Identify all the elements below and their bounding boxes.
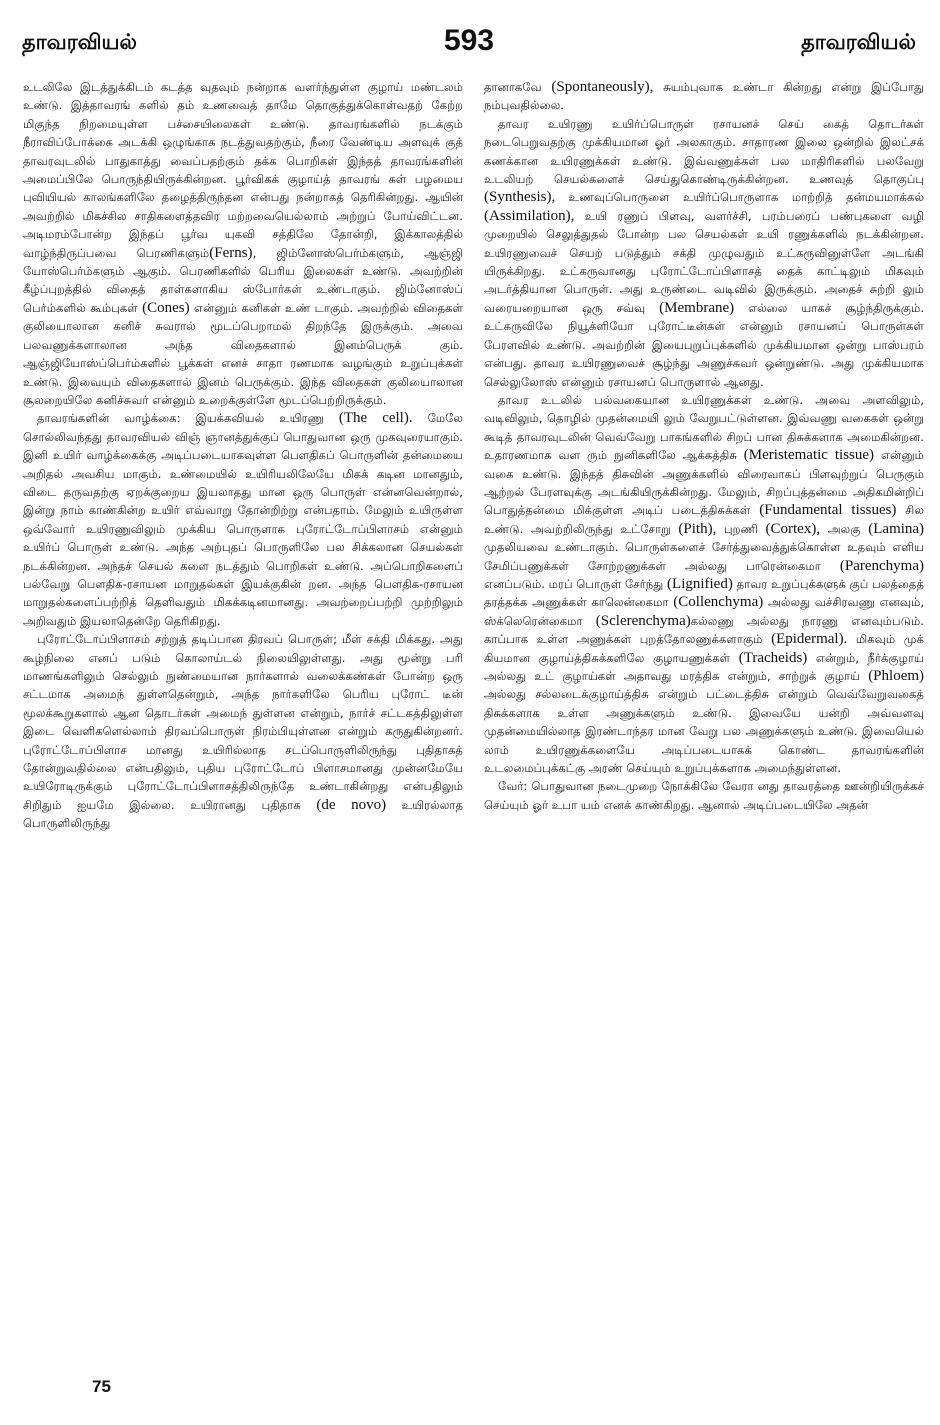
latin-term: (Spontaneously), (551, 79, 654, 95)
paragraph-text: என்னும் கனிகள் உண் டாகும். அவற்றில் விதைகள் குலியைாலான கனிச் சுவரால் மூடப்பெறாமல் திறந்தே இருக்கும். அவை பலவணுக்களாலான அந்த விதைகளால் இனம்பெருக் கும். ஆஞ்ஜியோஸ்ப்பெர்ம்களில் பூக்கள் எனச் சாதா ரணமாக வழங்கும் உறுப்புக்கள் உண்டு. இவையும் விதைகளால் இனம் பெருக்கும். இந்த விதைகள் குலியைாலான சூலறையிலே கனிச்சுவர் என்னும் உறைக்குள்ளே மூடப்பெற்றிருக்கும். (23, 300, 464, 407)
paragraph-text: உயிரல்லாத பொருளிலிருந்து (23, 797, 464, 831)
latin-term: (Meristematic tissue) (743, 447, 875, 464)
latin-term: (Ferns) (209, 244, 253, 261)
latin-term: (Tracheids) (738, 649, 808, 666)
paragraph (484, 777, 924, 814)
running-head-left: தாவரவியல் (22, 30, 137, 54)
footer-number: 75 (92, 1377, 111, 1396)
latin-term: (Sclerenchyma) (595, 612, 691, 629)
paragraph-text: தாவர உறுப்புக்களுக் குப் பலத்தைத் தரத்தக்க அணுக்கள் காலென்கைமா (484, 576, 924, 610)
paragraph-text: எனப்படும். மரப் பொருள் சேர்ந்து (484, 576, 664, 591)
paragraph-text: கல்லணு அல்லது நாரணு எனவும்படும். காப்பாக உள்ள அணுக்கள் புறத்தோலணுக்களாகும் (484, 613, 924, 647)
latin-term: (The cell). (338, 410, 413, 427)
latin-term: (Cones) (142, 299, 190, 316)
latin-term: (Lignified) (667, 575, 733, 592)
paragraph-text: அல்லது வச்சிரவணு எனவும், ஸ்க்லெரென்கைமா (484, 595, 925, 628)
paragraph (484, 78, 924, 115)
right-column (484, 78, 924, 814)
paragraph-text: முதலியவை உண்டாகும். பொருள்களைச் சேர்த்துவைத்துக்கொள்ள உதவும் எளிய சேமிப்பணுக்கள் சோற்றணுக்கள் அல்லது பாரென்கைமா (484, 540, 924, 573)
running-head-right: தாவரவியல் (801, 30, 916, 54)
paragraph-text: என்றும், நீர்க்குழாய் அல்லது உட் குழாய்கள் அதாவது மரத்திசு என்றும், சாற்றுக் குழாய் (484, 650, 924, 683)
latin-term: (Assimilation), (484, 207, 575, 224)
latin-term: (Epidermal). (771, 631, 848, 648)
paragraph-text: எல்லை யாகச் சூழ்ந்திருக்கும். உட்கருவிலே நியூக்ளியோ புரோட்டீன்கள் என்னும் ரசாயனப் பொருள்கள் பேரளவில் உண்டு. அவற்றின் இயைபுறுப்புக்களில் முக்கியமான ஒன்று பாஸ்பரம் என்பது. தாவர உயிரணுவைச் சூழ்ந்து அணுச்சுவர் ஒன்றுண்டு. அது முக்கியமாக செல்லுலோஸ் என்னும் ரசாயனப் பொருளால் ஆனது. (484, 300, 925, 389)
paragraph-text: மேலே சொல்லிவந்தது தாவரவியல் விஞ் ஞானத்துக்குப் பொதுவான ஒரு முகவுரையாகும். இனி உயிர் வாழ்க்கைக்கு அடிப்படையாகவுள்ள பௌதிகப் பொருளின் தன்மையை அறிதல் அவசிய மாகும். உண்மையில் உயிரியலிலேயே மிகக் கடின மானதும், விடை தருவதற்கு ஏறக்குறைய இயலாதது மான ஒரு பொருள் என்னவென்றால், இன்று நாம் காண்கின்ற உயிர் எவ்வாறு தோன்றிற்று என்பதாம். மேலும் உயிருள்ள ஒவ்வோர் உயிரணுவிலும் முக்கிய பொருளாக புரோட்டோப்பிளாசம் என்னும் உயிர்ப் பொருள் உண்டு. அந்த அற்புதப் பொருளிலே பல சிக்கலான செயல்கள் நடக்கின்றன. அந்தச் செயல் களை நடத்தும் பொறிகள் உண்டு. அப்பொறிகளைப் பல்வேறு பௌதிக-ரசாயன மாறுதல்கள் இயக்குகின் றன. அந்த பௌதிக-ரசாயன மாறுதல்களைப்பற்றித் தெளிவதும் மிகக்கடினமானது. அவற்றைப்பற்றி முற்றிலும் அறிவதும் இயலாதென்றே தெரிகிறது. (23, 411, 463, 628)
latin-term: (Collenchyma) (673, 594, 764, 611)
page-header (22, 24, 916, 60)
latin-term: (Parenchyma) (839, 557, 924, 574)
latin-term: (Cortex), (765, 520, 821, 537)
paragraph (484, 115, 924, 391)
paragraph-text: புரோட்டோப்பிளாசம் சற்றுத் தடிப்பான திரவப் பொருள்; மீள் சக்தி மிக்கது. அது கூழ்நிலை எனப் படும் கொலாய்டல் நிலையிலுள்ளது. அது மூன்று பரி மாணங்களிலும் செல்லும் நுண்மையான நார்களால் வலைக்கண்கள் போன்ற ஒரு சட்டமாக அமைந் துள்ளதென்றும், அந்த நார்களிலே பெரிய புரோட் டீன் மூலக்கூறுகளால் ஆன தொடர்கள் அமைந் துள்ளன என்றும், நார்ச் சட்டகத்திலுள்ள இடை வெளிகளெல்லாம் திரவப்பொருள் நிரம்பியுள்ளன என்றும் கருதுகின்றனர். புரோட்டோப்பிளாச மானது உயிரில்லாத சடப்பொருளிலிருந்து புதிதாகத் தோன்றுவதில்லை என்பதிலும், புதிய புரோட்டோப் பிளாசமானது முன்னமேயே உயிரோடிருக்கும் புரோட்டோப்பிளாசத்திலிருந்தே உண்டாகின்றது என்பதிலும் சிறிதும் ஐயமே இல்லை. உயிரானது புதிதாக (23, 632, 463, 812)
paragraph-text: உணவுப்பொருளை உயிர்ப்பொருளாக மாற்றித் தன்மயமாக்கல் (568, 190, 924, 205)
paragraph-text: சில உண்டு. அவற்றிலிருந்து உட்சோறு (484, 503, 924, 536)
latin-term: (Fundamental tissues) (759, 502, 897, 519)
latin-term: (Pith), (678, 520, 717, 537)
paragraph (23, 630, 463, 832)
paragraph-text: சுயம்புவாக உண்டா கின்றது என்று இப்போது நம்புவதில்லை. (484, 80, 925, 113)
paragraph-text: உடலிலே இடத்துக்கிடம் கடத்த வுதவும் நன்றாக வளர்ந்துள்ள குழாய் மண்டலம் உண்டு. இத்தாவரங் களில் தம் உணவைத் தாமே தொகுத்துக்கொள்வதற் கேற்ற மிகுந்த நிறமையுள்ள பச்சையிலைகள் உண்டு. தாவரங்களில் நடக்கும் நீராவிப்போக்கை அடக்கி ஒழுங்காக நடத்துவதற்கும், நீரை வேண்டிய அளவுக் குத் தாவரவுடலில் பாதுகாத்து வைப்பதற்கும் தக்க பொறிகள் இந்தத் தாவரங்களின் அமைப்பிலே பொருந்தியிருக்கின்றன. பூர்விகக் குழாய்த் தாவரங் கள் பழமைய புவியியல் காலங்களிலே தழைத்திருந்தன என்பது நன்றாகத் தெரிகின்றது. ஆயின் அவற்றில் மிகச்சில சாதிகளைத்தவிர மற்றவையெல்லாம் அற்றுப் போய்விட்டன. அடிமரம்போன்ற இந்தப் பூர்வ யுகவி சத்திலே தோன்றி, இக்காலத்தில் வாழ்ந்திருப்பவை பெரணிகளும் (23, 80, 463, 260)
paragraph (23, 409, 463, 630)
paragraph-text: தாவர உயிரணு உயிர்ப்பொருள் ரசாயனச் செய் கைத் தொடர்கள் நடைபெறுவதற்கு முக்கியமான ஓர் அலகாகும். சாதாரண இலை ஒன்றில் இலட்சக் கணக்கான உயிரணுக்கள் உண்டு. இவ்வணுக்கள் பல மாதிரிகளில் பலவேறு உடலியற் செயல்களைச் செய்துகொண்டிருக்கின்றன. உணவுத் தொகுப்பு (484, 116, 924, 187)
paragraph-text: தாவரங்களின் வாழ்க்கை: இயக்கவியல் உயிரணு (37, 411, 324, 426)
latin-term: (Phloem) (868, 668, 925, 684)
latin-term: (de novo) (316, 796, 387, 813)
paragraph-text: தானாகவே (484, 80, 542, 94)
paragraph-text: என்னும் வகை உண்டு. இந்தத் திசுவின் அணுக்களில் விரைவாகப் பிளவுற்றுப் பெருகும் ஆற்றல் பேரளவுக்கு அடங்கியிருக்கின்றது. மேலும், சிறப்புத்தன்மை அதிகமின்றிப் பொதுத்தன்மை மிக்குள்ள அடிப் படைத்திசுக்கள் (484, 448, 925, 518)
left-column (23, 78, 463, 833)
latin-term: (Synthesis), (484, 189, 556, 206)
latin-term: (Membrane) (659, 299, 735, 316)
paragraph (484, 391, 924, 778)
paragraph-text: வேர்: பொதுவான நடைமுறை நோக்கிலே வேரா னது தாவரத்தை ஊன்றியிருக்கச் செய்யும் ஓர் உபா யம் எனக் காண்கிறது. ஆனால் அடிப்படையிலே அதன் (484, 779, 924, 812)
paragraph-text: தாவர உடலில் பல்வகையான உயிரணுக்கள் உண்டு. அவை அளவிலும், வடிவிலும், தொழில் முதன்மையி லும் வேறுபட்டுள்ளன. இவ்வணு வகைகள் ஒன்று கூடித் தாவரவுடலின் வெவ்வேறு பாகங்களில் சிறப் பான திசுக்களாக அமைகின்றன. உதாரணமாக வள ரும் நுனிகளிலே ஆக்கத்திசு (484, 392, 924, 463)
paragraph-text: , ஜிம்னோஸ்பெர்ம்களும், ஆஞ்ஜி யோஸ்பெர்ம்களும் ஆகும். பெரணிகளில் பெரிய இலைகள் உண்டு. அவற்றின் கீழ்ப்புறத்தில் விதைத் தாள்களாகிய ஸ்போர்கள் உண்டாகும். ஜிம்னோஸ்ப் பெர்ம்களில் கூம்புகள் (23, 245, 463, 315)
paragraph-text: உயி ரணுப் பிளவு, வளர்ச்சி, பரம்பரைப் பண்புகளை வழி முறையில் செலுத்துதல் போன்ற பல செயல்கள் உயி ரணுக்களில் நடக்கின்றன. உயிரணுவைச் செயற் படுத்தும் சக்தி முழுவதும் உட்கருவினுள்ளே அடங்கி யிருக்கிறது. உட்கருவானது புரோட்டோப்பிளாசத் தைக் காட்டிலும் மிகவும் அடர்த்தியான பொருள். அது உருண்டை வடிவில் இருக்கும். அதைச் சுற்றி லும் வரையறையான ஒரு சவ்வு (484, 208, 925, 315)
paragraph-text: மிகவும் முக் கியமான குழாய்த்திசுக்களிலே குழாயணுக்கள் (484, 632, 925, 665)
paragraph (23, 78, 463, 409)
paragraph-text: புறணி (724, 521, 758, 536)
paragraph-text: அலகு (827, 521, 861, 536)
page-number: 593 (443, 24, 495, 57)
latin-term: (Lamina) (868, 520, 925, 537)
paragraph-text: அல்லது சல்லடைக்குழாய்த்திசு என்றும் பட்டைத்திசு என்றும் வெவ்வேறுவகைத் திசுக்களாக உள்ள அணுக்களும் உண்டு. இவையே யன்றி அவ்வளவு முதன்மையில்லாத இரண்டாந்தர மான வேறு பல அணுக்களும் உண்டு. இவையெல் லாம் உயிரணுக்களையே அடிப்படையாகக் கொண்ட தாவரங்களின் உடலமைப்புக்கட்கு அரண் செய்யும் உறுப்புக்களாக அமைந்துள்ளன. (484, 687, 924, 776)
